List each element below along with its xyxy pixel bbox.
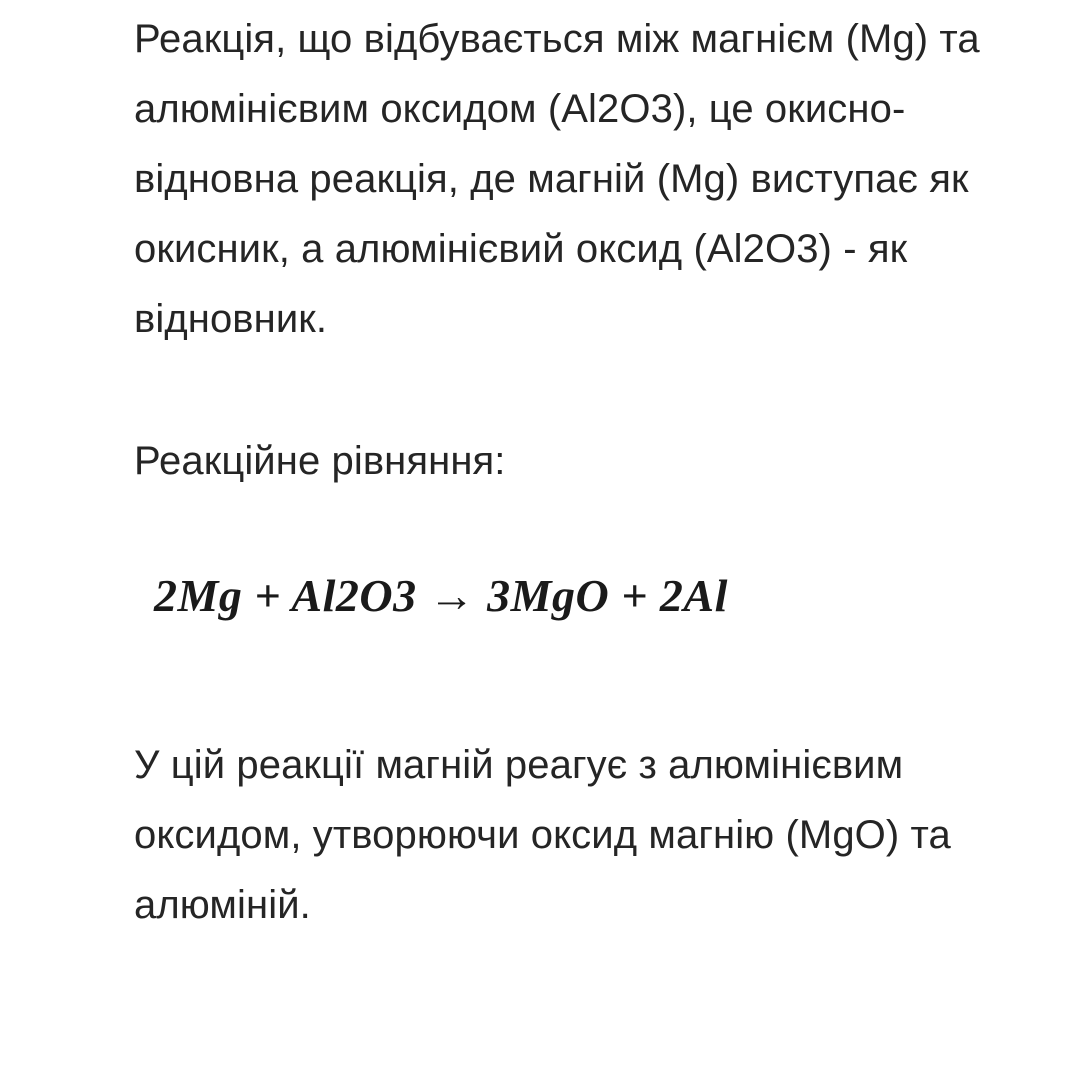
equation-block [134,496,1018,626]
chemical-equation: 2Mg + Al2O3 → 3MgO + 2Al [154,570,728,621]
intro-paragraph: Реакція, що відбувається між магнієм (Mg) та алюмінієвим оксидом (Al2O3), це окисно-відновна реакція, де магній (Mg) виступає як окисник, а алюмінієвий оксид (Al2O3) - як відновник. [134,17,991,341]
equation-label: Реакційне рівняння: [134,439,506,483]
outro-paragraph: У цій реакції магній реагує з алюмінієвим оксидом, утворюючи оксид магнію (MgO) та алюміній. [134,743,963,927]
